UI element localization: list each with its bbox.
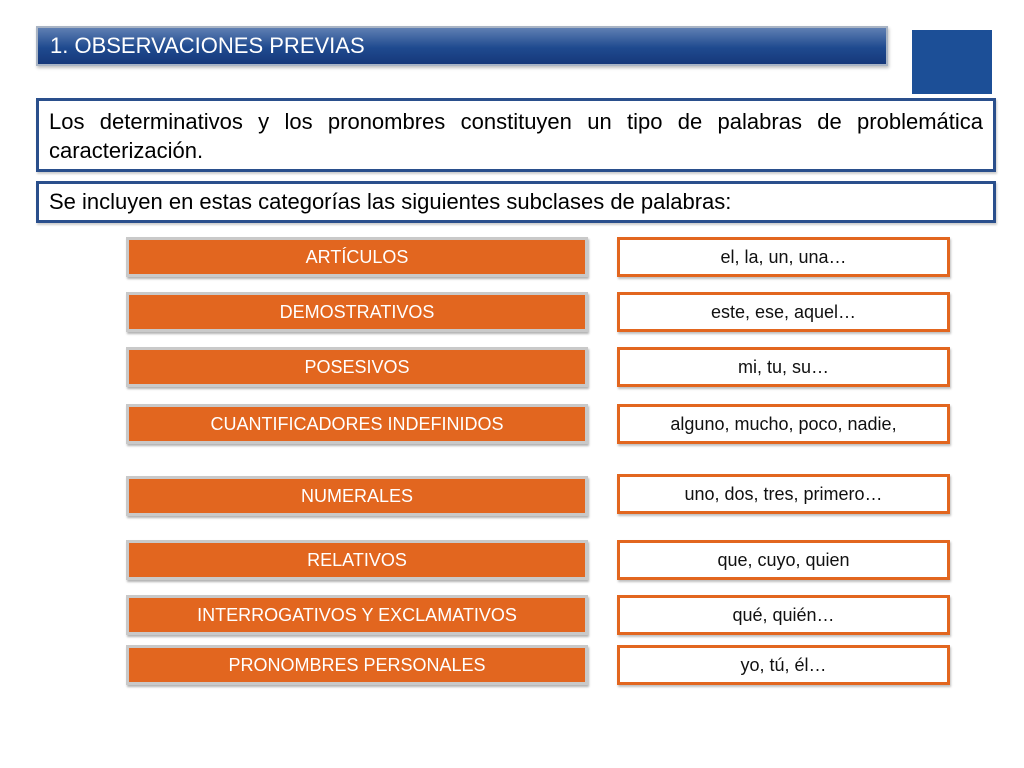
examples-box: el, la, un, una… xyxy=(617,237,950,277)
examples-box: qué, quién… xyxy=(617,595,950,635)
category-box: NUMERALES xyxy=(126,476,588,516)
category-box: CUANTIFICADORES INDEFINIDOS xyxy=(126,404,588,444)
subclasses-intro-box: Se incluyen en estas categorías las siguientes subclases de palabras: xyxy=(36,181,996,223)
examples-box: que, cuyo, quien xyxy=(617,540,950,580)
category-box: PRONOMBRES PERSONALES xyxy=(126,645,588,685)
intro-text-box: Los determinativos y los pronombres constituyen un tipo de palabras de problemática caracterización. xyxy=(36,98,996,172)
category-box: ARTÍCULOS xyxy=(126,237,588,277)
category-box: DEMOSTRATIVOS xyxy=(126,292,588,332)
category-box: RELATIVOS xyxy=(126,540,588,580)
category-box: POSESIVOS xyxy=(126,347,588,387)
section-title: 1. OBSERVACIONES PREVIAS xyxy=(36,26,888,66)
logo-block xyxy=(912,30,992,94)
examples-box: yo, tú, él… xyxy=(617,645,950,685)
examples-box: este, ese, aquel… xyxy=(617,292,950,332)
examples-box: alguno, mucho, poco, nadie, xyxy=(617,404,950,444)
category-box: INTERROGATIVOS Y EXCLAMATIVOS xyxy=(126,595,588,635)
examples-box: mi, tu, su… xyxy=(617,347,950,387)
examples-box: uno, dos, tres, primero… xyxy=(617,474,950,514)
